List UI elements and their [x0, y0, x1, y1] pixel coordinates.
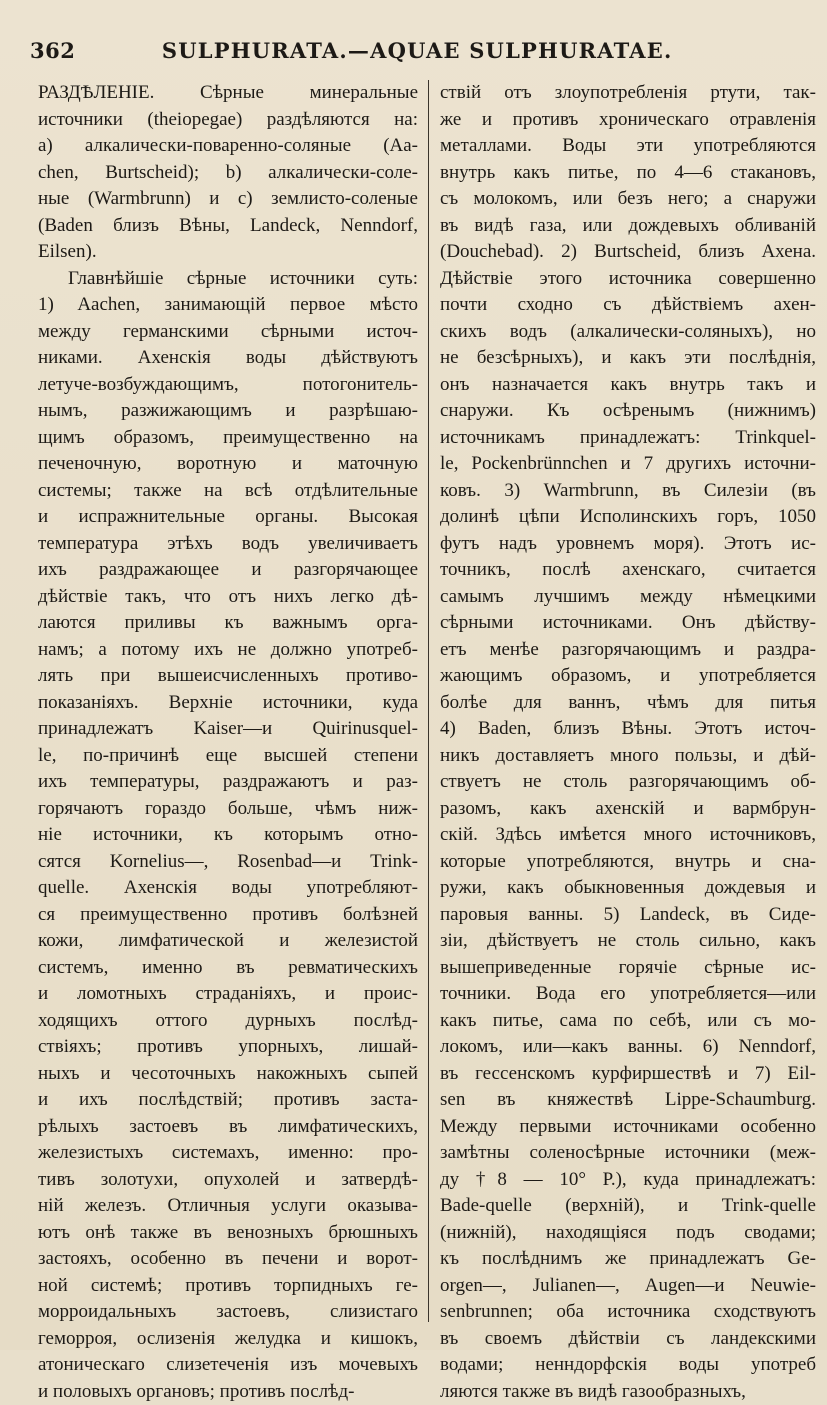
text-line: системы; также на всѣ отдѣлительные — [38, 478, 418, 505]
text-line: и испражнительные органы. Высокая — [38, 504, 418, 531]
text-line: въ своемъ дѣйствіи съ ландекскими — [440, 1326, 816, 1353]
text-line: щимъ образомъ, преимущественно на — [38, 425, 418, 452]
text-line: ся преимущественно противъ болѣзней — [38, 902, 418, 929]
text-line: (Baden близъ Вѣны, Landeck, Nenndorf, — [38, 213, 418, 240]
text-line: senbrunnen; оба источника сходствуютъ — [440, 1299, 816, 1326]
text-line: онъ назначается какъ внутрь такъ и — [440, 372, 816, 399]
text-line: ніе источники, къ которымъ отно- — [38, 822, 418, 849]
text-line: ствуетъ не столь разгорячающимъ об- — [440, 769, 816, 796]
text-line: Eilsen). — [38, 239, 418, 266]
page-header — [30, 38, 799, 72]
text-line: почти сходно съ дѣйствіемъ ахен- — [440, 292, 816, 319]
text-line: снаружи. Къ осѣренымъ (нижнимъ) — [440, 398, 816, 425]
text-line: етъ менѣе разгорячающимъ и раздра- — [440, 637, 816, 664]
text-line: нымъ, разжижающимъ и разрѣшаю- — [38, 398, 418, 425]
text-line: тивъ золотухи, опухолей и затвердѣ- — [38, 1167, 418, 1194]
text-line: температура этѣхъ водъ увеличиваетъ — [38, 531, 418, 558]
text-line: сѣрными источниками. Онъ дѣйству- — [440, 610, 816, 637]
text-line: летуче-возбуждающимъ, потогонитель- — [38, 372, 418, 399]
text-line: скій. Здѣсь имѣется много источниковъ, — [440, 822, 816, 849]
text-line: внутрь какъ питье, по 4—6 стакановъ, — [440, 160, 816, 187]
text-line: ляются также въ видѣ газообразныхъ, — [440, 1379, 816, 1405]
text-line: ружи, какъ обыкновенныя дождевыя и — [440, 875, 816, 902]
text-line: какъ питье, сама по себѣ, или съ мо- — [440, 1008, 816, 1035]
running-head: SULPHURATA.—AQUAE SULPHURATAE. — [75, 38, 799, 63]
text-line: кожи, лимфатической и железистой — [38, 928, 418, 955]
text-line: съ молокомъ, или безъ него; а снаружи — [440, 186, 816, 213]
text-line: ныхъ и чесоточныхъ накожныхъ сыпей — [38, 1061, 418, 1088]
text-line: источники (theiopegae) раздѣляются на: — [38, 107, 418, 134]
text-line: ствій отъ злоупотребленія ртути, так- — [440, 80, 816, 107]
text-line: металлами. Воды эти употребляются — [440, 133, 816, 160]
page-number: 362 — [30, 38, 75, 63]
text-line: ные (Warmbrunn) и c) землисто-соленые — [38, 186, 418, 213]
text-line: (Douchebad). 2) Burtscheid, близъ Ахена. — [440, 239, 816, 266]
text-line: ній железъ. Отличныя услуги оказыва- — [38, 1193, 418, 1220]
text-line: скихъ водъ (алкалически-соляныхъ), но — [440, 319, 816, 346]
text-line: печеночную, воротную и маточную — [38, 451, 418, 478]
text-line: показаніяхъ. Верхніе источники, куда — [38, 690, 418, 717]
text-line: ютъ онѣ также въ венозныхъ брюшныхъ — [38, 1220, 418, 1247]
text-line: ходящихъ оттого дурныхъ послѣд- — [38, 1008, 418, 1035]
text-line: ной системѣ; противъ торпидныхъ ге- — [38, 1273, 418, 1300]
text-line: долинѣ цѣпи Исполинскихъ горъ, 1050 — [440, 504, 816, 531]
text-line: РАЗДѢЛЕНІЕ. Сѣрные минеральные — [38, 80, 418, 107]
text-line: жающимъ образомъ, и употребляется — [440, 663, 816, 690]
right-text-column — [440, 80, 816, 1330]
text-line: Bade-quelle (верхній), и Trink-quelle — [440, 1193, 816, 1220]
text-line: Дѣйствіе этого источника совершенно — [440, 266, 816, 293]
text-line: ствіяхъ; противъ упорныхъ, лишай- — [38, 1034, 418, 1061]
left-text-column — [38, 80, 418, 1330]
text-line: sen въ княжествѣ Lippe-Schaumburg. — [440, 1087, 816, 1114]
text-line: въ гессенскомъ курфиршествѣ и 7) Eil- — [440, 1061, 816, 1088]
text-line: точникъ, послѣ ахенскаго, считается — [440, 557, 816, 584]
column-divider — [428, 80, 429, 1322]
text-line: между германскими сѣрными источ- — [38, 319, 418, 346]
text-line: горячаютъ гораздо больше, чѣмъ ниж- — [38, 796, 418, 823]
text-line: атоническаго слизетеченія изъ мочевыхъ — [38, 1352, 418, 1379]
text-line: chen, Burtscheid); b) алкалически-соле- — [38, 160, 418, 187]
text-line: морроидальныхъ застоевъ, слизистаго — [38, 1299, 418, 1326]
text-line: не безсѣрныхъ), и какъ эти послѣднія, — [440, 345, 816, 372]
text-line: 1) Aachen, занимающій первое мѣсто — [38, 292, 418, 319]
text-line: Главнѣйшіе сѣрные источники суть: — [38, 266, 418, 293]
text-line: зіи, дѣйствуетъ не столь сильно, какъ — [440, 928, 816, 955]
text-line: локомъ, или—какъ ванны. 6) Nenndorf, — [440, 1034, 816, 1061]
text-line: къ послѣднимъ же принадлежатъ Ge- — [440, 1246, 816, 1273]
text-line: замѣтны соленосѣрные источники (меж- — [440, 1140, 816, 1167]
text-line: которые употребляются, внутрь и сна- — [440, 849, 816, 876]
text-line: сятся Kornelius—, Rosenbad—и Trink- — [38, 849, 418, 876]
text-line: quelle. Ахенскія воды употребляют- — [38, 875, 418, 902]
text-line: же и противъ хроническаго отравленія — [440, 107, 816, 134]
text-line: самымъ лучшимъ между нѣмецкими — [440, 584, 816, 611]
text-line: паровыя ванны. 5) Landeck, въ Сиде- — [440, 902, 816, 929]
text-line: принадлежатъ Kaiser—и Quirinusquel- — [38, 716, 418, 743]
text-line: точники. Вода его употребляется—или — [440, 981, 816, 1008]
text-line: вышеприведенные горячіе сѣрные ис- — [440, 955, 816, 982]
text-line: 4) Baden, близъ Вѣны. Этотъ источ- — [440, 716, 816, 743]
text-line: ихъ температуры, раздражаютъ и раз- — [38, 769, 418, 796]
text-line: le, Pockenbrünnchen и 7 другихъ источни- — [440, 451, 816, 478]
text-line: болѣе для ваннъ, чѣмъ для питья — [440, 690, 816, 717]
text-line: разомъ, какъ ахенскій и вармбрун- — [440, 796, 816, 823]
text-line: рѣлыхъ застоевъ въ лимфатическихъ, — [38, 1114, 418, 1141]
text-line: и ихъ послѣдствій; противъ заста- — [38, 1087, 418, 1114]
text-line: дѣйствіе такъ, что отъ нихъ легко дѣ- — [38, 584, 418, 611]
text-line: и ломотныхъ страданіяхъ, и проис- — [38, 981, 418, 1008]
text-line: лаются приливы къ важнымъ орга- — [38, 610, 418, 637]
text-line: и половыхъ органовъ; противъ послѣд- — [38, 1379, 418, 1405]
text-line: лять при вышеисчисленныхъ противо- — [38, 663, 418, 690]
text-line: застояхъ, особенно въ печени и ворот- — [38, 1246, 418, 1273]
text-line: источникамъ принадлежатъ: Trinkquel- — [440, 425, 816, 452]
text-line: Между первыми источниками особенно — [440, 1114, 816, 1141]
text-line: намъ; а потому ихъ не должно употреб- — [38, 637, 418, 664]
text-line: геморроя, ослизенія желудка и кишокъ, — [38, 1326, 418, 1353]
text-line: въ видѣ газа, или дождевыхъ обливаній — [440, 213, 816, 240]
text-line: le, по-причинѣ еще высшей степени — [38, 743, 418, 770]
text-line: системъ, именно въ ревматическихъ — [38, 955, 418, 982]
text-line: никами. Ахенскія воды дѣйствуютъ — [38, 345, 418, 372]
text-line: водами; ненндорфскія воды употреб — [440, 1352, 816, 1379]
text-line: ду †8 — 10° Р.), куда принадлежатъ: — [440, 1167, 816, 1194]
text-line: ихъ раздражающее и разгорячающее — [38, 557, 418, 584]
text-line: никъ доставляетъ много пользы, и дѣй- — [440, 743, 816, 770]
text-line: a) алкалически-поваренно-соляные (Aa- — [38, 133, 418, 160]
text-line: ковъ. 3) Warmbrunn, въ Силезіи (въ — [440, 478, 816, 505]
text-line: футъ надъ уровнемъ моря). Этотъ ис- — [440, 531, 816, 558]
text-line: (нижній), находящіяся подъ сводами; — [440, 1220, 816, 1247]
text-line: железистыхъ системахъ, именно: про- — [38, 1140, 418, 1167]
text-line: orgen—, Julianen—, Augen—и Neuwie- — [440, 1273, 816, 1300]
